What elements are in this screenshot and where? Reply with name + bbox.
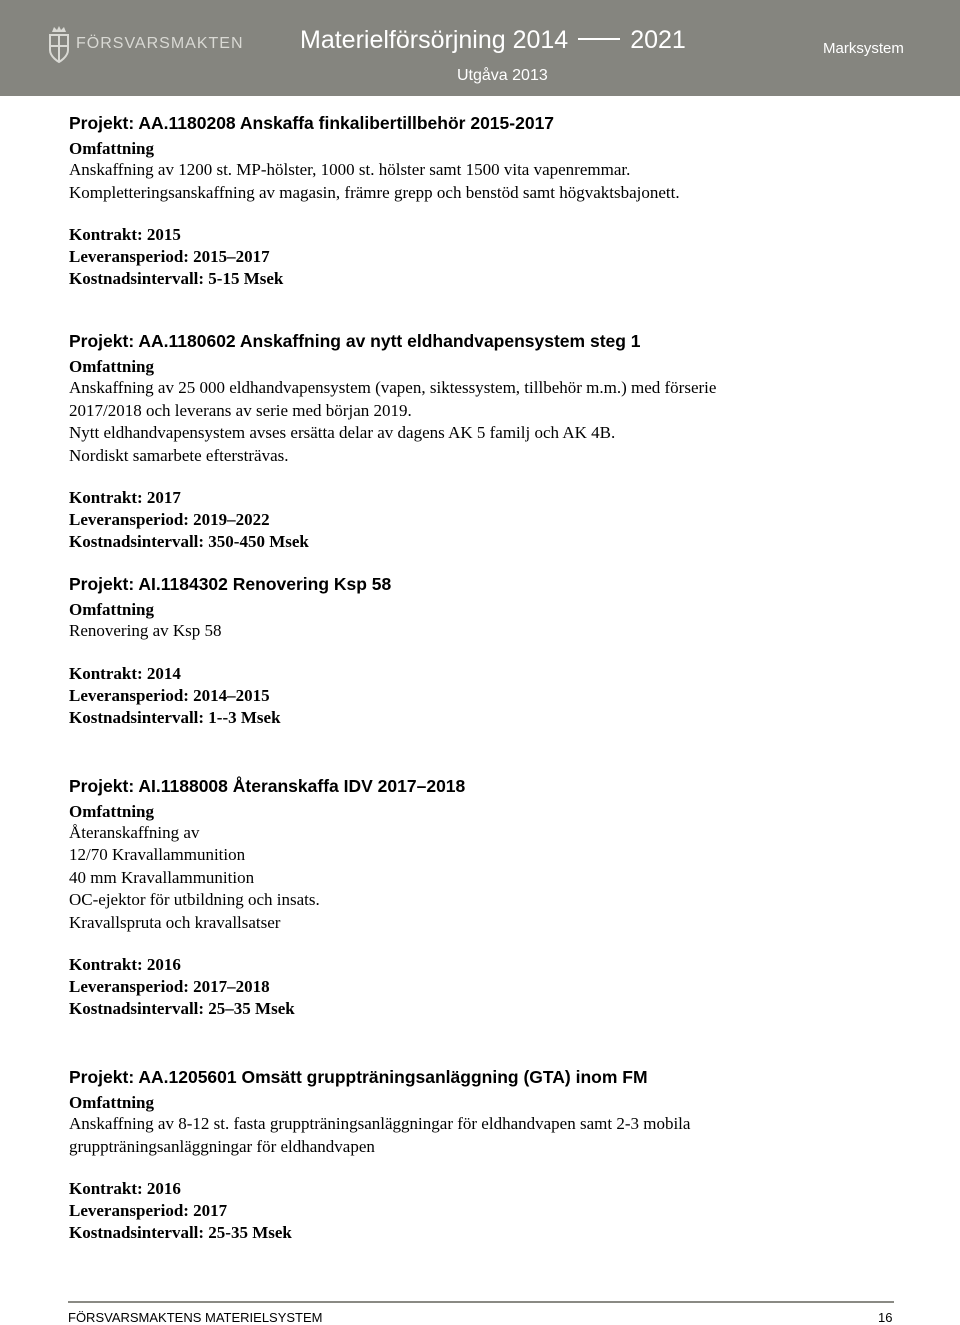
contract-year: Kontrakt: 2015 <box>69 225 181 244</box>
project-title: Projekt: AA.1180602 Anskaffning av nytt eldhandvapensystem steg 1 <box>69 331 641 351</box>
scope-line: Kompletteringsanskaffning av magasin, främre grepp och benstöd samt högvaktsbajonett. <box>69 182 680 202</box>
scope-label: Omfattning <box>69 801 154 821</box>
delivery-period: Leveransperiod: 2017–2018 <box>69 977 270 996</box>
scope-line: Anskaffning av 25 000 eldhandvapensystem (vapen, siktessystem, tillbehör m.m.) med förserie <box>69 378 717 397</box>
cost-interval: Kostnadsintervall: 25-35 Msek <box>69 1223 292 1242</box>
project-entry <box>69 573 919 729</box>
scope-line: Kravallspruta och kravallsatser <box>69 912 281 932</box>
delivery-period: Leveransperiod: 2017 <box>69 1201 228 1220</box>
scope-line: Nordiskt samarbete eftersträvas. <box>69 445 289 465</box>
project-entry <box>69 1066 919 1244</box>
scope-line: 40 mm Kravallammunition <box>69 867 255 887</box>
delivery-period: Leveransperiod: 2014–2015 <box>69 685 270 705</box>
document-section: Marksystem <box>823 40 904 57</box>
cost-interval: Kostnadsintervall: 350-450 Msek <box>69 532 309 551</box>
project-title: Projekt: AA.1180208 Anskaffa finkalibertillbehör 2015-2017 <box>69 113 555 133</box>
document-title <box>300 26 686 55</box>
document-title-prefix: Materielförsörjning 2014 <box>300 26 569 54</box>
cost-interval: Kostnadsintervall: 1--3 Msek <box>69 707 281 727</box>
scope-line: Nytt eldhandvapensystem avses ersätta delar av dagens AK 5 familj och AK 4B. <box>69 423 616 442</box>
scope-line: 12/70 Kravallammunition <box>69 845 246 864</box>
scope-line: Renovering av Ksp 58 <box>69 621 222 640</box>
scope-label: Omfattning <box>69 139 154 158</box>
project-entry <box>69 330 919 553</box>
delivery-period: Leveransperiod: 2015–2017 <box>69 247 270 266</box>
project-title: Projekt: AI.1184302 Renovering Ksp 58 <box>69 574 392 594</box>
contract-year: Kontrakt: 2017 <box>69 488 181 507</box>
project-title: Projekt: AA.1205601 Omsätt gruppträningsanläggning (GTA) inom FM <box>69 1067 648 1087</box>
project-list <box>69 112 919 1244</box>
contract-year: Kontrakt: 2016 <box>69 1179 181 1198</box>
scope-line: Anskaffning av 1200 st. MP-hölster, 1000 st. hölster samt 1500 vita vapenremmar. <box>69 160 631 179</box>
crest-icon <box>48 24 70 64</box>
scope-label: Omfattning <box>69 1093 154 1112</box>
project-title: Projekt: AI.1188008 Återanskaffa IDV 2017–2018 <box>69 775 466 796</box>
scope-line: Anskaffning av 8-12 st. fasta gruppträningsanläggningar för eldhandvapen samt 2-3 mobila <box>69 1114 691 1133</box>
project-entry <box>69 775 919 1021</box>
title-dash <box>578 38 620 40</box>
footer-divider <box>68 1301 894 1303</box>
footer-title: FÖRSVARSMAKTENS MATERIELSYSTEM <box>68 1310 323 1325</box>
page-number: 16 <box>878 1310 893 1325</box>
cost-interval: Kostnadsintervall: 25–35 Msek <box>69 999 295 1018</box>
scope-line: Återanskaffning av <box>69 822 200 842</box>
scope-label: Omfattning <box>69 600 154 619</box>
forsvarsmakten-logo <box>48 24 244 64</box>
scope-line: 2017/2018 och leverans av serie med början 2019. <box>69 400 412 420</box>
logo-text: FÖRSVARSMAKTEN <box>76 35 244 52</box>
document-edition: Utgåva 2013 <box>457 67 548 84</box>
scope-line: gruppträningsanläggningar för eldhandvapen <box>69 1136 375 1156</box>
contract-year: Kontrakt: 2016 <box>69 955 181 974</box>
cost-interval: Kostnadsintervall: 5-15 Msek <box>69 269 284 288</box>
scope-label: Omfattning <box>69 357 154 376</box>
delivery-period: Leveransperiod: 2019–2022 <box>69 510 270 529</box>
contract-year: Kontrakt: 2014 <box>69 663 181 683</box>
scope-line: OC-ejektor för utbildning och insats. <box>69 890 320 909</box>
project-entry <box>69 112 919 290</box>
page-header <box>0 0 960 96</box>
document-title-suffix: 2021 <box>630 26 686 54</box>
